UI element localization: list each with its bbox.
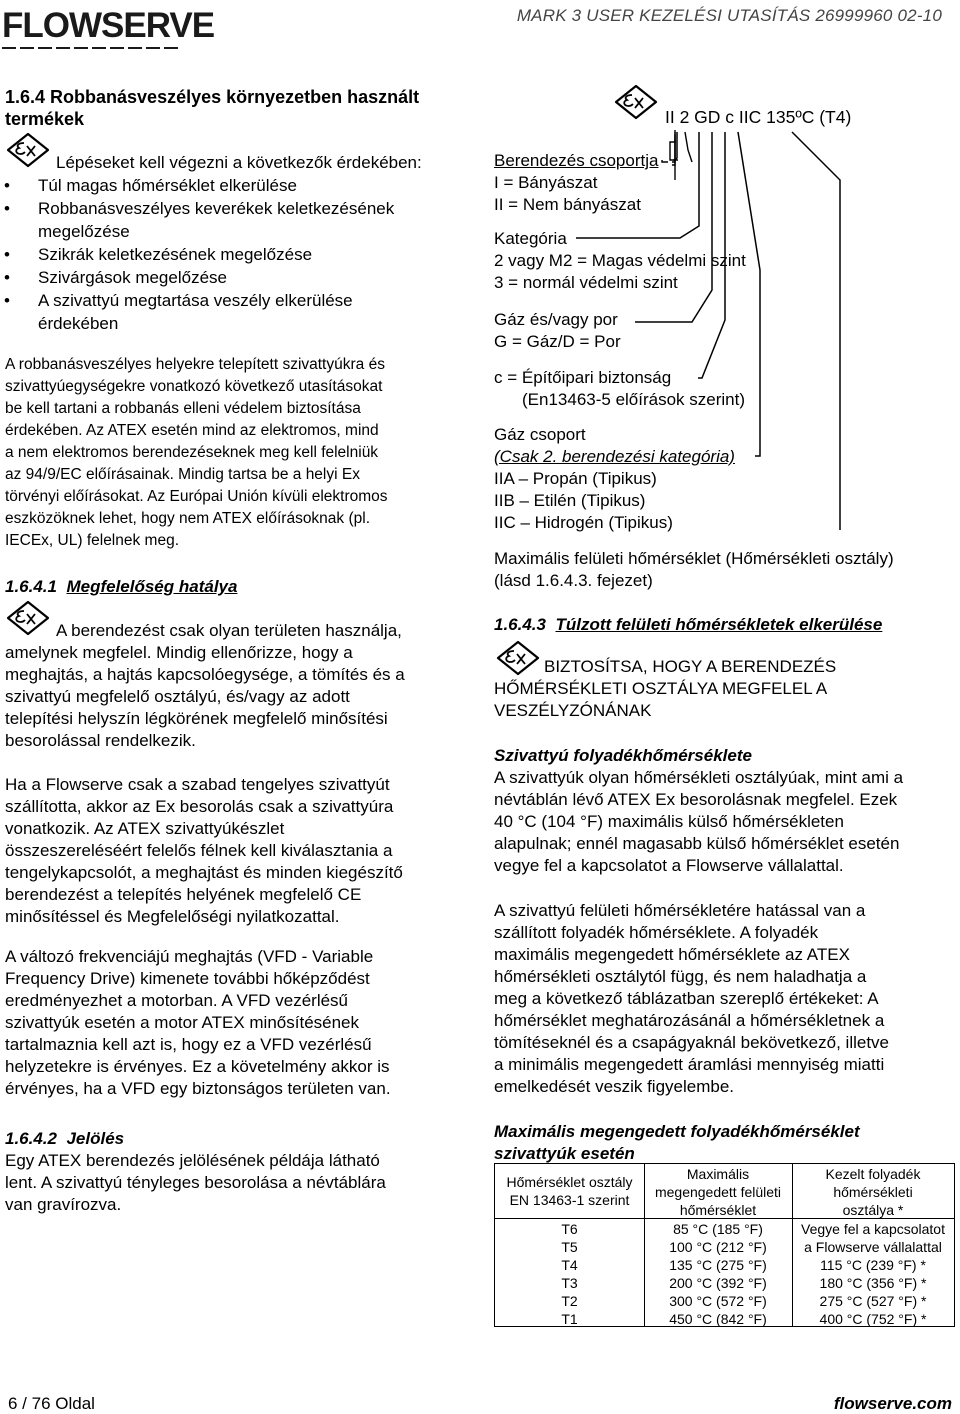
max-surface-temp [494,548,894,592]
table-cell: 180 °C (356 °F) * [819,1275,927,1291]
category [494,228,746,294]
text-line: G = Gáz/D = Por [494,332,621,351]
text-line: c = Építőipari biztonság [494,368,672,387]
table-cell: 275 °C (527 °F) * [819,1293,927,1309]
table-cell: T6 [561,1221,578,1237]
section-1-6-4-title [5,86,419,130]
steps-list [0,174,460,335]
section-title-line: 1.6.4 Robbanásveszélyes környezetben használt [5,87,420,107]
flowserve-logo [2,4,215,48]
table-cell: 100 °C (212 °F) [669,1239,767,1255]
text-line: vegye fel a kapcsolatot a Flowserve vállalattal. [494,856,844,875]
page-number: 6 / 76 Oldal [8,1394,95,1413]
marking-paragraph [5,1150,465,1216]
atex-marking: II 2 GD c IIC 135ºC (T4) [665,107,852,127]
text-line: Frequency Drive) kimenete további hőképződést [5,969,370,988]
section-title: Megfelelőség hatálya [66,577,238,596]
section-title: Jelölés [66,1129,125,1148]
text-line: 3 = normál védelmi szint [494,273,678,292]
text-line: hőmérsékleti osztálytól függ, és nem haladhatja a [494,967,867,986]
pump-fluid-temp-heading: Szivattyú folyadékhőmérséklete [494,746,752,765]
text-line: IIC – Hidrogén (Tipikus) [494,513,673,532]
equipment-group [494,150,658,216]
pump-temp-paragraph [494,767,954,877]
list-item: • Túl magas hőmérséklet elkerülése [0,174,460,197]
temperature-table [494,1163,955,1327]
text-line: IECEx, UL) felelnek meg. [5,532,180,549]
section-title: Túlzott felületi hőmérsékletek elkerülése [555,615,883,634]
text-line: A szivattyú felületi hőmérsékletére hatással van a [494,901,866,920]
gas-dust-title: Gáz és/vagy por [494,310,618,329]
table-cell: T5 [561,1239,578,1255]
text-line: IIB – Etilén (Tipikus) [494,491,646,510]
table-cell: 400 °C (752 °F) * [819,1311,927,1327]
text-line: Ha a Flowserve csak a szabad tengelyes szivattyút [5,775,390,794]
text-line: 40 °C (104 °F) maximális külső hőmérsékleten [494,812,844,831]
gas-group-title: Gáz csoport [494,425,586,444]
list-item: • Szikrák keletkezésének megelőzése [0,243,460,266]
table-cell: Vegye fel a kapcsolatot [801,1221,945,1237]
text-line: be kell tartani a robbanás elleni védelem biztosítása [5,400,361,417]
logo-underline-icon [2,46,180,50]
document-title: MARK 3 USER KEZELÉSI UTASÍTÁS 26999960 02-10 [516,6,942,25]
text-line: helyzetekre is érvényes. Ez a követelmény akkor is [5,1057,390,1076]
text-line: érvényes, ha a VFD egy biztonságos területen van. [5,1079,391,1098]
atex-paragraph [5,354,465,552]
text-line: Egy ATEX berendezés jelölésének példája látható [5,1151,380,1170]
table-title [494,1121,860,1165]
text-line: eredményezhet a motorban. A VFD vezérlésű [5,991,349,1010]
text-line: a minimális megengedett áramlási mennyiség miatti [494,1055,885,1074]
text-line: osztálya * [842,1202,904,1218]
table-cell: 115 °C (239 °F) * [820,1257,926,1273]
list-item-continuation: megelőzése [38,222,130,241]
text-line: tömítéseknél és a csapágyaknál bekövetkező, illetve [494,1033,890,1052]
ex-icon [4,132,52,168]
scope-first-line: A berendezést csak olyan területen használja, [56,621,402,640]
text-line: szivattyúk esetén a motor ATEX minősítésének [5,1013,360,1032]
text-line: érdekében. Az ATEX esetén mind az elektromos, mind [5,422,379,439]
text-line: lent. A szivattyú tényleges besorolása a névtáblára [5,1173,386,1192]
text-line: tengelykapcsolót, a meghajtást és minden kiegészítő [5,863,403,882]
list-item: • A szivattyú megtartása veszély elkerülése [0,289,460,312]
list-item: • Szivárgások megelőzése [0,266,460,289]
table-cell: 135 °C (275 °F) [669,1257,767,1273]
text-line: törvényi előírásokat. Az Európai Unión kívüli elektromos [5,488,388,505]
table-header-class [495,1173,644,1209]
text-line: tartalmaznia kell azt is, hogy ez a VFD vezérlésű [5,1035,372,1054]
table-cell: T2 [561,1293,578,1309]
section-1-6-4-1-heading [5,576,237,598]
text-line: A szivattyúk olyan hőmérsékleti osztályúak, mint ami a [494,768,904,787]
gas-dust [494,309,621,353]
text-line: hőmérséklet [679,1202,757,1218]
ex-icon [494,640,542,676]
gas-group-subtitle: (Csak 2. berendezési kategória) [494,447,735,466]
text-line: II = Nem bányászat [494,195,641,214]
text-line: szivattyúk esetén [494,1144,635,1163]
text-line: 2 vagy M2 = Magas védelmi szint [494,251,746,270]
text-line: szivattyúegységekre vonatkozó következő utasításokat [5,378,383,395]
warning-line: BIZTOSÍTSA, HOGY A BERENDEZÉS [544,657,837,676]
section-number: 1.6.4.2 [5,1129,57,1148]
text-line: Kezelt folyadék [825,1166,921,1182]
section-number: 1.6.4.1 [5,577,57,596]
text-line: (En13463-5 előírások szerint) [522,390,746,409]
text-line: (lásd 1.6.4.3. fejezet) [494,571,653,590]
table-body [495,1220,954,1328]
text-line: az 94/9/EC előírásainak. Mindig tartsa be a helyi Ex [5,466,360,483]
list-item-continuation: érdekében [38,314,119,333]
text-line: alapulnak; ennél magasabb külső hőmérséklet esetén [494,834,900,853]
ex-icon [612,84,660,120]
table-cell: T1 [561,1311,578,1327]
table-header-max [644,1165,792,1219]
section-1-6-4-3-heading [494,614,882,636]
construction-safety [494,367,745,411]
table-cell: 85 °C (185 °F) [673,1221,763,1237]
table-row [495,1220,954,1238]
text-line: minősítéssel és Megfelelőségi nyilatkozattal. [5,907,340,926]
text-line: névtáblán lévő ATEX Ex besorolásnak megfelel. Ezek [494,790,898,809]
table-cell: T3 [561,1275,578,1291]
text-line: VESZÉLYZÓNÁNAK [494,701,652,720]
text-line: eszközöknek lehet, hogy nem ATEX előírásoknak (pl. [5,510,371,527]
text-line: meg a következő táblázatban szereplő értékeket: A [494,989,879,1008]
vfd-paragraph [5,946,465,1100]
steps-intro: Lépéseket kell végezni a következők érdekében: [56,153,422,172]
text-line: HŐMÉRSÉKLETI OSZTÁLYA MEGFELEL A [494,679,828,698]
text-line: amelynek megfelel. Mindig ellenőrizze, hogy a [5,643,353,662]
text-line: hőmérséklet meghatározásánál a hőmérsékletnek a [494,1011,885,1030]
category-title: Kategória [494,229,567,248]
text-line: besorolással rendelkezik. [5,731,196,750]
text-line: maximális megengedett hőmérséklete az ATEX [494,945,850,964]
table-row [495,1310,954,1328]
table-row [495,1238,954,1256]
table-cell: T4 [561,1257,578,1273]
table-cell: 200 °C (392 °F) [669,1275,767,1291]
warning-text [494,678,827,722]
text-line: telepítési helyszín légkörének megfelelő minősítési [5,709,388,728]
table-cell: a Flowserve vállalattal [804,1239,942,1255]
text-line: EN 13463-1 szerint [509,1192,630,1208]
text-line: Hőmérséklet osztály [506,1174,633,1190]
equipment-group-title: Berendezés csoportja [494,151,659,170]
text-line: hőmérsékleti [833,1184,913,1200]
list-item: • Robbanásveszélyes keverékek keletkezésének [0,197,460,220]
table-cell: 450 °C (842 °F) [669,1311,767,1327]
text-line: I = Bányászat [494,173,598,192]
text-line: Maximális megengedett folyadékhőmérséklet [494,1122,860,1141]
section-1-6-4-2-heading [5,1128,124,1150]
text-line: a nem elektromos berendezéseknek meg kell felelniük [5,444,379,461]
section-title-line: termékek [5,109,85,129]
section-number: 1.6.4.3 [494,615,546,634]
text-line: Maximális [686,1166,750,1182]
text-line: szállított folyadék hőmérséklete. A folyadék [494,923,819,942]
text-line: összeszereléséért felelős félnek kell kiválasztania a [5,841,393,860]
text-line: szivattyú megfelelő osztályú, és/vagy az adott [5,687,350,706]
bare-shaft-paragraph [5,774,465,928]
text-line: Maximális felületi hőmérséklet (Hőmérsékleti osztály) [494,549,894,568]
table-row [495,1292,954,1310]
text-line: van gravírozva. [5,1195,122,1214]
logo-text: FLOWSERVE [2,6,215,45]
surface-temp-paragraph [494,900,954,1098]
text-line: A robbanásveszélyes helyekre telepített szivattyúkra és [5,356,385,373]
text-line: megengedett felületi [654,1184,782,1200]
text-line: meghajtás, a hajtás kapcsolóegysége, a tömítés és a [5,665,405,684]
text-line: vonatkozik. Az ATEX szivattyúkészlet [5,819,285,838]
text-line: IIA – Propán (Tipikus) [494,469,657,488]
gas-group [494,424,735,534]
text-line: szállította, akkor az Ex besorolás csak a szivattyúra [5,797,394,816]
table-row [495,1256,954,1274]
table-header-fluid [792,1165,954,1219]
table-row [495,1274,954,1292]
ex-icon [4,600,52,636]
text-line: berendezést a telepítés helyének megfelelő CE [5,885,362,904]
footer-site: flowserve.com [833,1394,952,1413]
scope-paragraph [5,642,465,752]
table-cell: 300 °C (572 °F) [669,1293,767,1309]
text-line: A változó frekvenciájú meghajtás (VFD - Variable [5,947,374,966]
text-line: emelkedését veszik figyelembe. [494,1077,735,1096]
